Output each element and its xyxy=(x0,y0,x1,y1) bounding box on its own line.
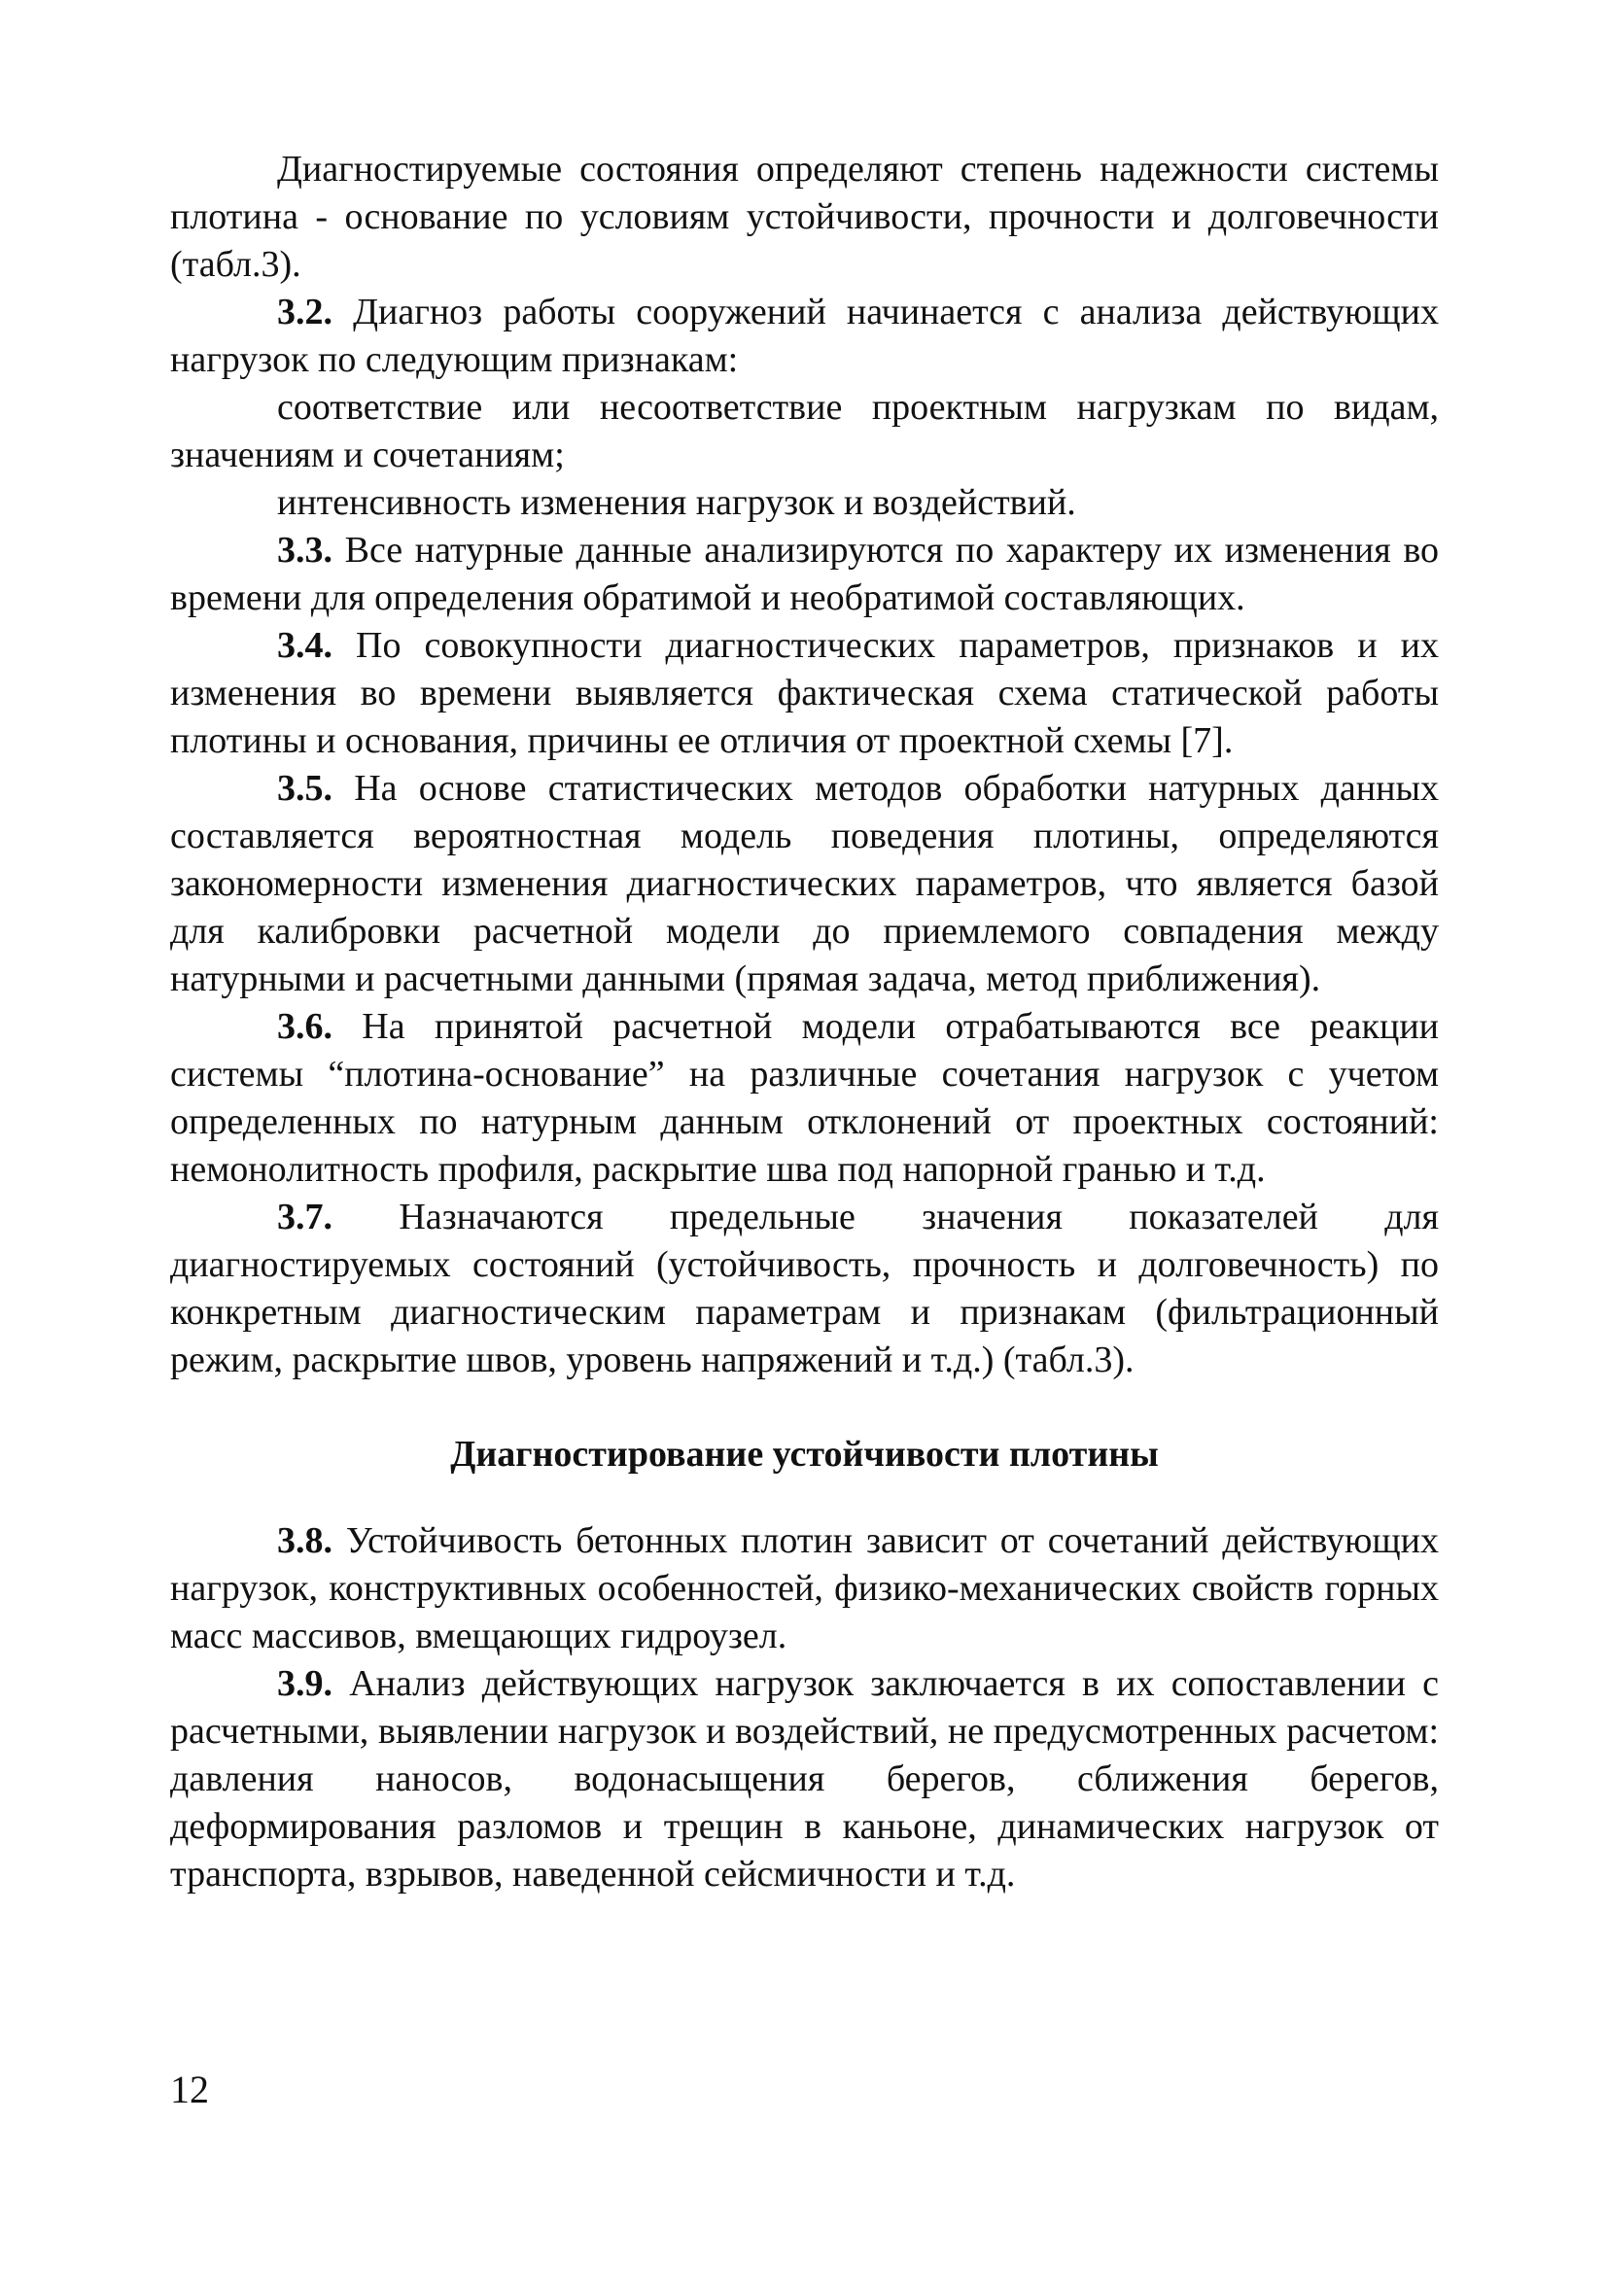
paragraph-criterion-2 xyxy=(170,479,1439,527)
paragraph-number: 3.8. xyxy=(277,1520,332,1561)
paragraph-number: 3.7. xyxy=(277,1197,332,1237)
paragraph-text: Все натурные данные анализируются по характеру их изменения во времени для определения обратимой и необратимой составляющих. xyxy=(170,530,1439,618)
paragraph-number: 3.3. xyxy=(277,530,332,571)
body-text xyxy=(170,146,1439,1898)
paragraph-3-5 xyxy=(170,765,1439,1003)
paragraph-text: Назначаются предельные значения показателей для диагностируемых состояний (устойчивость, прочность и долговечность) по конкретным диагностическим параметрам и признакам (фильтрационный режим, раскрытие швов, уровень напряжений и т.д.) (табл.3). xyxy=(170,1197,1439,1380)
paragraph-text: На основе статистических методов обработки натурных данных составляется вероятностная модель поведения плотины, определяются закономерности изменения диагностических параметров, что является базой для калибровки расчетной модели до приемлемого совпадения между натурными и расчетными данными (прямая задача, метод приближения). xyxy=(170,768,1439,999)
paragraph-3-2 xyxy=(170,289,1439,384)
paragraph-text: Диагноз работы сооружений начинается с анализа действующих нагрузок по следующим признакам: xyxy=(170,292,1439,380)
paragraph-text: Анализ действующих нагрузок заключается в их сопоставлении с расчетными, выявлении нагрузок и воздействий, не предусмотренных расчетом: давления наносов, водонасыщения берегов, сближения берегов, деформирования разломов и трещин в каньоне, динамических нагрузок от транспорта, взрывов, наведенной сейсмичности и т.д. xyxy=(170,1663,1439,1895)
paragraph-criterion-1 xyxy=(170,384,1439,479)
paragraph-number: 3.9. xyxy=(277,1663,332,1704)
paragraph-3-3 xyxy=(170,527,1439,622)
paragraph-number: 3.5. xyxy=(277,768,332,809)
paragraph-3-4 xyxy=(170,622,1439,765)
paragraph-text: По совокупности диагностических параметров, признаков и их изменения во времени выявляется фактическая схема статической работы плотины и основания, причины ее отличия от проектной схемы [7]. xyxy=(170,625,1439,761)
paragraph-text: интенсивность изменения нагрузок и воздействий. xyxy=(277,482,1076,523)
paragraph-3-9 xyxy=(170,1660,1439,1898)
page-number: 12 xyxy=(170,2068,209,2111)
paragraph-3-7 xyxy=(170,1194,1439,1384)
paragraph-3-6 xyxy=(170,1003,1439,1194)
paragraph-text: соответствие или несоответствие проектным нагрузкам по видам, значениям и сочетаниям; xyxy=(170,387,1439,475)
paragraph-3-8 xyxy=(170,1517,1439,1660)
paragraph-intro xyxy=(170,146,1439,289)
section-heading: Диагностирование устойчивости плотины xyxy=(450,1434,1159,1475)
paragraph-text: Диагностируемые состояния определяют степень надежности системы плотина - основание по условиям устойчивости, прочности и долговечности (табл.3). xyxy=(170,149,1439,285)
paragraph-text: На принятой расчетной модели отрабатываются все реакции системы “плотина-основание” на различные сочетания нагрузок с учетом определенных по натурным данным отклонений от проектных состояний: немонолитность профиля, раскрытие шва под напорной гранью и т.д. xyxy=(170,1006,1439,1190)
paragraph-number: 3.4. xyxy=(277,625,332,666)
paragraph-number: 3.2. xyxy=(277,292,332,332)
paragraph-text: Устойчивость бетонных плотин зависит от сочетаний действующих нагрузок, конструктивных особенностей, физико-механических свойств горных масс массивов, вмещающих гидроузел. xyxy=(170,1520,1439,1656)
paragraph-number: 3.6. xyxy=(277,1006,332,1047)
